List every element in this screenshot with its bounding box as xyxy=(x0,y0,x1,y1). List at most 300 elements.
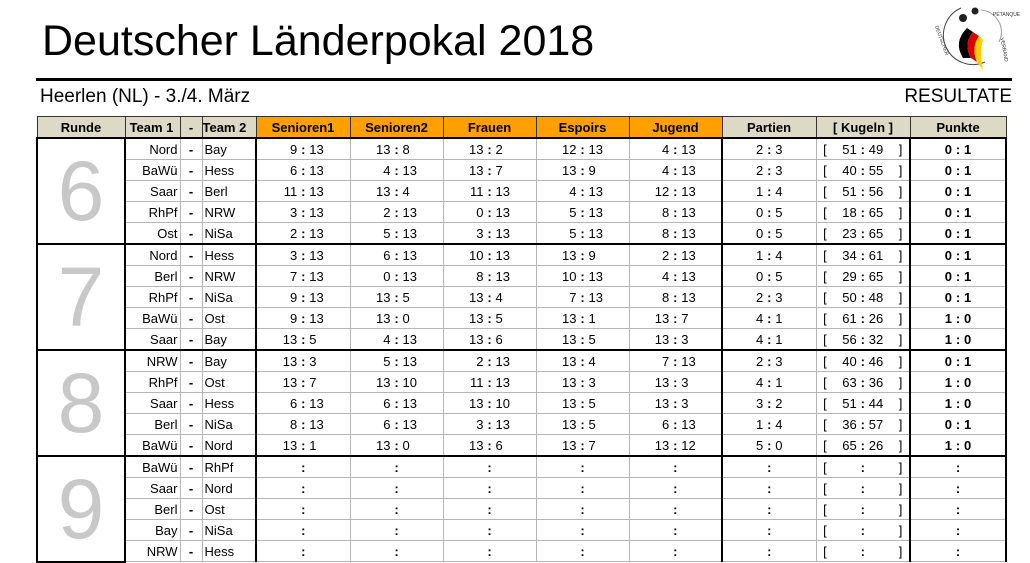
score-cell-pu xyxy=(910,138,1006,160)
score-cell-pa xyxy=(722,287,816,308)
score-separator: : xyxy=(673,289,678,305)
score-pair xyxy=(351,140,443,159)
score-right: 13 xyxy=(681,289,696,305)
score-left: 2 xyxy=(476,353,484,369)
score-separator: : xyxy=(487,310,492,326)
vs-dash: - xyxy=(180,181,202,202)
score-separator: : xyxy=(767,141,772,157)
score-separator: : xyxy=(301,162,306,178)
score-right: 13 xyxy=(495,374,510,390)
table-row xyxy=(37,308,1006,329)
score-separator: : xyxy=(860,225,865,241)
score-cell-pa xyxy=(722,329,816,351)
score-pair xyxy=(817,330,910,349)
score-right: 9 xyxy=(588,162,596,178)
score-right: 13 xyxy=(681,416,696,432)
score-cell-ku xyxy=(816,244,910,266)
score-left: 7 xyxy=(569,289,577,305)
score-cell-ku xyxy=(816,266,910,287)
score-pair xyxy=(630,415,722,434)
score-right: 1 xyxy=(964,289,972,305)
score-separator: : xyxy=(301,204,306,220)
score-pair xyxy=(911,224,1005,243)
score-separator: : xyxy=(487,225,492,241)
score-pair xyxy=(444,288,536,307)
score-cell-ku xyxy=(816,393,910,414)
score-right: 1 xyxy=(964,183,972,199)
score-cell-ku xyxy=(816,372,910,393)
score-right: 10 xyxy=(402,374,417,390)
score-separator: : xyxy=(487,543,492,559)
score-left: 0 xyxy=(756,204,764,220)
score-cell-s1 xyxy=(256,435,350,457)
score-separator: : xyxy=(580,310,585,326)
score-left: 13 xyxy=(376,437,391,453)
score-left: 13 xyxy=(654,437,670,453)
score-separator: : xyxy=(580,543,585,559)
score-right: 26 xyxy=(868,437,884,453)
score-right: 5 xyxy=(775,268,783,284)
score-right: 0 xyxy=(964,374,972,390)
score-pair xyxy=(257,203,350,222)
score-right: 13 xyxy=(588,141,603,157)
score-pair xyxy=(817,415,910,434)
score-cell-s2 xyxy=(350,350,443,372)
score-pair xyxy=(537,479,629,498)
bracket-close: ] xyxy=(898,522,903,538)
score-left: 13 xyxy=(469,395,484,411)
score-left: 1 xyxy=(944,310,952,326)
bracket-open: [ xyxy=(823,480,827,496)
score-cell-ju xyxy=(629,541,722,562)
score-left: 7 xyxy=(290,268,298,284)
score-separator: : xyxy=(301,395,306,411)
score-pair xyxy=(537,500,629,519)
score-pair xyxy=(537,373,629,392)
score-left: 1 xyxy=(756,247,764,263)
score-separator: : xyxy=(394,141,399,157)
score-right: 3 xyxy=(681,374,689,390)
score-right: 5 xyxy=(775,204,783,220)
score-left: 3 xyxy=(476,416,484,432)
score-left: 23 xyxy=(842,225,857,241)
table-row xyxy=(37,160,1006,181)
score-pair xyxy=(257,309,350,328)
score-separator: : xyxy=(955,225,961,241)
score-separator: : xyxy=(301,437,306,453)
team1-cell: Saar xyxy=(125,478,180,499)
results-label: RESULTATE xyxy=(904,86,1012,107)
svg-text:DEUTSCHER: DEUTSCHER xyxy=(933,24,950,57)
score-right: 48 xyxy=(868,289,884,305)
score-right: 8 xyxy=(402,141,410,157)
score-cell-es xyxy=(536,541,629,562)
score-cell-ju xyxy=(629,520,722,541)
score-left: 4 xyxy=(383,162,391,178)
score-cell-ku xyxy=(816,478,910,499)
score-left: 13 xyxy=(562,247,577,263)
score-right: 55 xyxy=(868,162,884,178)
col-senioren2: Senioren2 xyxy=(350,117,443,139)
score-pair xyxy=(351,309,443,328)
score-pair xyxy=(537,246,629,265)
score-left: 4 xyxy=(569,183,577,199)
score-cell-s1 xyxy=(256,350,350,372)
vs-dash: - xyxy=(180,435,202,457)
score-pair xyxy=(351,373,443,392)
score-cell-pu xyxy=(910,181,1006,202)
score-cell-pu xyxy=(910,520,1006,541)
score-pair xyxy=(723,267,816,286)
score-separator: : xyxy=(860,268,865,284)
score-separator: : xyxy=(394,480,399,496)
score-left: 1 xyxy=(944,437,952,453)
score-pair xyxy=(911,436,1005,455)
score-cell-pu xyxy=(910,202,1006,223)
score-right: 1 xyxy=(775,331,783,347)
score-separator: : xyxy=(767,204,772,220)
score-left: 50 xyxy=(842,289,857,305)
score-pair xyxy=(630,458,722,477)
bracket-close: ] xyxy=(898,289,903,305)
score-separator: : xyxy=(394,225,399,241)
score-separator: : xyxy=(955,162,961,178)
score-pair xyxy=(817,542,910,561)
score-pair xyxy=(817,203,910,222)
score-separator: : xyxy=(860,416,865,432)
page-title: Deutscher Länderpokal 2018 xyxy=(42,17,595,65)
score-cell-pu xyxy=(910,393,1006,414)
score-right: 1 xyxy=(964,225,972,241)
score-left: 13 xyxy=(469,310,484,326)
table-row xyxy=(37,478,1006,499)
col-espoirs: Espoirs xyxy=(536,117,629,139)
score-separator: : xyxy=(673,204,678,220)
score-right: 13 xyxy=(309,289,324,305)
svg-text:VERBAND: VERBAND xyxy=(998,37,1009,63)
score-separator: : xyxy=(673,459,678,475)
score-separator: : xyxy=(673,416,678,432)
table-row xyxy=(37,266,1006,287)
team2-cell: Nord xyxy=(202,435,256,457)
score-pair xyxy=(723,394,816,413)
score-cell-s2 xyxy=(350,372,443,393)
team2-cell: Ost xyxy=(202,308,256,329)
score-pair xyxy=(257,224,350,243)
bracket-open: [ xyxy=(823,141,827,157)
score-separator: : xyxy=(580,353,585,369)
score-pair xyxy=(723,352,816,371)
score-left: 2 xyxy=(756,289,764,305)
score-left: 0 xyxy=(756,225,764,241)
team2-cell: NiSa xyxy=(202,223,256,245)
score-separator: : xyxy=(580,183,585,199)
score-cell-pa xyxy=(722,435,816,457)
bracket-open: [ xyxy=(823,289,827,305)
score-pair xyxy=(911,394,1005,413)
score-left: 13 xyxy=(282,331,298,347)
round-number: 9 xyxy=(37,456,125,562)
col-team2: Team 2 xyxy=(202,117,256,139)
score-cell-es xyxy=(536,499,629,520)
score-pair xyxy=(351,542,443,561)
score-left: 7 xyxy=(662,353,670,369)
score-cell-s1 xyxy=(256,160,350,181)
score-separator: : xyxy=(394,204,399,220)
score-right: 7 xyxy=(495,162,503,178)
col-jugend: Jugend xyxy=(629,117,722,139)
score-separator: : xyxy=(394,416,399,432)
score-separator: : xyxy=(955,374,961,390)
score-cell-fr xyxy=(443,244,536,266)
score-right: 13 xyxy=(402,247,417,263)
score-right: 4 xyxy=(775,247,783,263)
score-right: 0 xyxy=(402,437,410,453)
team2-cell: RhPf xyxy=(202,456,256,478)
score-pair xyxy=(911,140,1005,159)
score-pair xyxy=(911,479,1005,498)
score-cell-ku xyxy=(816,287,910,308)
score-pair xyxy=(537,436,629,455)
score-right: 0 xyxy=(964,310,972,326)
score-left: 5 xyxy=(569,204,577,220)
score-right: 0 xyxy=(402,310,410,326)
score-separator: : xyxy=(301,247,306,263)
score-pair xyxy=(723,224,816,243)
score-separator: : xyxy=(487,416,492,432)
score-cell-fr xyxy=(443,329,536,351)
score-cell-ju xyxy=(629,414,722,435)
score-right: 13 xyxy=(495,225,510,241)
col-partien: Partien xyxy=(722,117,816,139)
score-left: 11 xyxy=(470,374,484,390)
score-right: 13 xyxy=(309,310,324,326)
score-pair xyxy=(537,267,629,286)
score-separator: : xyxy=(487,247,492,263)
score-separator: : xyxy=(860,289,865,305)
score-separator: : xyxy=(673,480,678,496)
score-left: 5 xyxy=(383,225,391,241)
score-separator: : xyxy=(673,395,678,411)
score-left: 5 xyxy=(383,353,391,369)
score-pair xyxy=(630,479,722,498)
score-right: 5 xyxy=(402,289,410,305)
team1-cell: Berl xyxy=(125,414,180,435)
team1-cell: Berl xyxy=(125,499,180,520)
score-right: 65 xyxy=(868,268,884,284)
bracket-close: ] xyxy=(898,204,903,220)
score-left: 2 xyxy=(756,353,764,369)
score-cell-s1 xyxy=(256,287,350,308)
score-right: 13 xyxy=(402,395,417,411)
score-left: 36 xyxy=(842,416,857,432)
score-cell-s2 xyxy=(350,499,443,520)
score-right: 3 xyxy=(588,374,596,390)
score-left: 13 xyxy=(376,141,391,157)
score-left: 4 xyxy=(662,141,670,157)
score-separator: : xyxy=(301,268,306,284)
bracket-close: ] xyxy=(898,395,903,411)
score-separator: : xyxy=(580,501,585,517)
score-pair xyxy=(351,161,443,180)
score-cell-pu xyxy=(910,478,1006,499)
score-separator: : xyxy=(673,247,678,263)
score-cell-fr xyxy=(443,393,536,414)
score-pair xyxy=(911,500,1005,519)
vs-dash: - xyxy=(180,202,202,223)
table-row xyxy=(37,329,1006,351)
score-separator: : xyxy=(860,204,865,220)
score-right: 13 xyxy=(495,247,510,263)
table-row xyxy=(37,414,1006,435)
score-left: 13 xyxy=(469,141,484,157)
team2-cell: Hess xyxy=(202,541,256,562)
score-left: 10 xyxy=(562,268,577,284)
score-right: 13 xyxy=(588,204,603,220)
score-pair xyxy=(351,203,443,222)
score-separator: : xyxy=(955,268,961,284)
score-left: 6 xyxy=(290,395,298,411)
score-left: 13 xyxy=(376,289,391,305)
score-cell-es xyxy=(536,350,629,372)
score-right: 36 xyxy=(868,374,884,390)
team2-cell: Berl xyxy=(202,181,256,202)
bracket-close: ] xyxy=(898,331,903,347)
score-left: 6 xyxy=(290,162,298,178)
score-left: 8 xyxy=(662,289,670,305)
score-left: 11 xyxy=(470,183,484,199)
score-pair xyxy=(723,479,816,498)
team1-cell: Nord xyxy=(125,244,180,266)
score-separator: : xyxy=(860,480,865,496)
score-right: 13 xyxy=(588,268,603,284)
score-pair xyxy=(444,500,536,519)
score-pair xyxy=(257,330,350,349)
score-separator: : xyxy=(580,331,585,347)
score-separator: : xyxy=(955,247,961,263)
score-separator: : xyxy=(955,204,961,220)
score-left: 4 xyxy=(662,162,670,178)
score-right: 1 xyxy=(964,268,972,284)
score-pair xyxy=(817,309,910,328)
bracket-open: [ xyxy=(823,162,827,178)
score-separator: : xyxy=(955,183,961,199)
score-pair xyxy=(723,458,816,477)
bracket-open: [ xyxy=(823,225,827,241)
score-separator: : xyxy=(487,395,492,411)
score-right: 2 xyxy=(495,141,503,157)
score-cell-s1 xyxy=(256,456,350,478)
score-cell-ku xyxy=(816,181,910,202)
round-number: 6 xyxy=(37,138,125,244)
score-separator: : xyxy=(767,247,772,263)
score-cell-ju xyxy=(629,478,722,499)
score-right: 4 xyxy=(775,416,783,432)
score-pair xyxy=(911,182,1005,201)
score-separator: : xyxy=(301,501,306,517)
score-pair xyxy=(817,394,910,413)
score-pair xyxy=(537,521,629,540)
score-pair xyxy=(723,373,816,392)
score-separator: : xyxy=(301,289,306,305)
team1-cell: RhPf xyxy=(125,202,180,223)
bracket-open: [ xyxy=(823,268,827,284)
score-cell-pu xyxy=(910,350,1006,372)
score-right: 7 xyxy=(588,437,596,453)
score-cell-ju xyxy=(629,202,722,223)
score-pair xyxy=(723,415,816,434)
score-cell-ju xyxy=(629,499,722,520)
score-pair xyxy=(817,182,910,201)
score-pair xyxy=(257,352,350,371)
score-cell-ku xyxy=(816,541,910,562)
score-separator: : xyxy=(487,268,492,284)
score-left: 18 xyxy=(842,204,857,220)
score-separator: : xyxy=(487,353,492,369)
table-row xyxy=(37,520,1006,541)
bracket-open: [ xyxy=(823,501,827,517)
score-left: 4 xyxy=(756,310,764,326)
score-right: 56 xyxy=(868,183,884,199)
score-left: 8 xyxy=(662,225,670,241)
table-header-row xyxy=(37,117,1006,139)
score-separator: : xyxy=(860,543,865,559)
score-right: 46 xyxy=(868,353,884,369)
score-pair xyxy=(444,458,536,477)
team1-cell: BaWü xyxy=(125,160,180,181)
score-pair xyxy=(723,246,816,265)
score-separator: : xyxy=(487,204,492,220)
score-pair xyxy=(257,436,350,455)
score-cell-fr xyxy=(443,202,536,223)
score-separator: : xyxy=(767,353,772,369)
score-pair xyxy=(351,267,443,286)
score-pair xyxy=(817,224,910,243)
bracket-close: ] xyxy=(898,268,903,284)
score-separator: : xyxy=(955,289,961,305)
score-pair xyxy=(351,521,443,540)
score-cell-fr xyxy=(443,350,536,372)
score-right: 13 xyxy=(309,416,324,432)
score-pair xyxy=(630,246,722,265)
score-separator: : xyxy=(673,522,678,538)
score-cell-ku xyxy=(816,350,910,372)
vs-dash: - xyxy=(180,499,202,520)
score-left: 40 xyxy=(842,353,857,369)
score-cell-s1 xyxy=(256,266,350,287)
score-separator: : xyxy=(860,247,865,263)
score-cell-pa xyxy=(722,160,816,181)
score-cell-s2 xyxy=(350,138,443,160)
team2-cell: Bay xyxy=(202,138,256,160)
score-pair xyxy=(817,373,910,392)
results-body xyxy=(37,138,1006,562)
score-separator: : xyxy=(301,543,306,559)
team2-cell: NiSa xyxy=(202,414,256,435)
score-separator: : xyxy=(580,480,585,496)
score-left: 13 xyxy=(562,331,577,347)
score-separator: : xyxy=(673,162,678,178)
score-separator: : xyxy=(860,395,865,411)
score-left: 13 xyxy=(469,289,484,305)
score-cell-pu xyxy=(910,244,1006,266)
score-separator: : xyxy=(860,331,865,347)
score-pair xyxy=(537,309,629,328)
score-pair xyxy=(630,394,722,413)
score-separator: : xyxy=(301,141,306,157)
bracket-close: ] xyxy=(898,437,903,453)
vs-dash: - xyxy=(180,329,202,351)
